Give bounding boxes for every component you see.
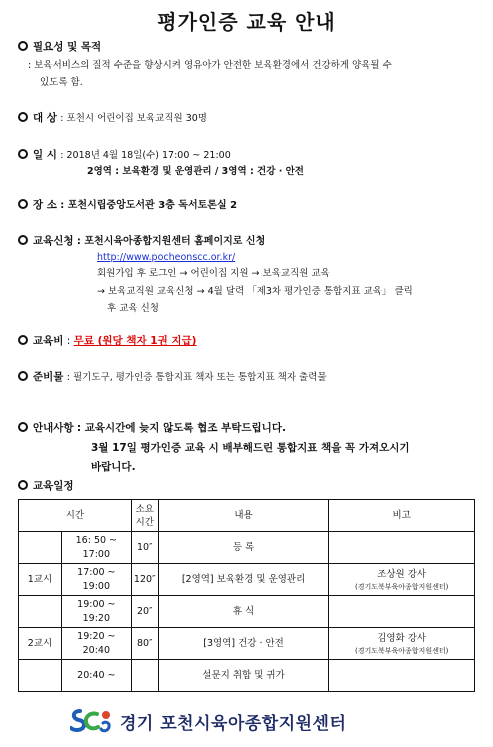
cell-note [329,532,475,564]
cell-note: 김영화 강사 (경기도북부육아종합지원센터) [329,628,475,660]
footer-org-name: 경기 포천시육아종합지원센터 [120,713,347,734]
circle-bullet-icon [18,41,28,51]
cell-period [19,660,62,692]
cell-time: 16: 50 ~ 17:00 [61,532,131,564]
cell-content: 등 록 [158,532,329,564]
cell-note [329,660,475,692]
cell-period [19,596,62,628]
fee-label: 교육비 [33,335,64,347]
section-place [18,198,237,213]
table-row [19,628,475,660]
table-header-row [19,500,475,532]
schedule-label: 교육일정 [33,480,74,492]
cell-content: [2영역] 보육환경 및 운영관리 [158,564,329,596]
target-label: 대 상 [33,112,57,124]
notice-line-1: : 교육시간에 늦지 않도록 협조 부탁드립니다. [76,422,286,434]
table-row [19,564,475,596]
notice-line-2: 3월 17일 평가인증 교육 시 배부해드린 통합지표 책을 꼭 가져오시기 [91,442,410,454]
apply-url-link[interactable]: http://www.pocheonscc.or.kr/ [97,252,236,263]
circle-bullet-icon [18,112,28,122]
header-time: 시간 [19,500,132,532]
table-row [19,660,475,692]
cell-duration: 80″ [131,628,158,660]
purpose-body: : 보육서비스의 질적 수준을 향상시켜 영유아가 안전한 보육환경에서 건강하게 양육될 수 [28,60,392,71]
cell-period: 2교시 [19,628,62,660]
apply-step-2: → 보육교직원 교육신청 → 4월 달력 「제3차 평가인증 통합지표 교육」 클릭 [97,286,413,297]
section-schedule [18,479,74,494]
date-value: : 2018년 4월 18일(수) 17:00 ~ 21:00 [60,150,231,161]
cell-time: 19:00 ~ 19:20 [61,596,131,628]
prep-label: 준비물 [33,371,64,383]
apply-step-3: 후 교육 신청 [107,303,159,314]
purpose-label: 필요성 및 목적 [33,41,102,53]
page-title: 평가인증 교육 안내 [157,10,336,34]
section-target [18,111,207,126]
cell-duration [131,660,158,692]
cell-note [329,596,475,628]
cell-time: 19:20 ~ 20:40 [61,628,131,660]
circle-bullet-icon [18,480,28,490]
fee-prefix: : [66,335,74,347]
schedule-table [18,499,475,692]
table-row [19,532,475,564]
circle-bullet-icon [18,199,28,209]
prep-value: : 필기도구, 평가인증 통합지표 책자 또는 통합지표 책자 출력물 [66,372,327,383]
fee-value: 무료 (원당 책자 1권 지급) [73,335,197,347]
section-prep [18,370,327,385]
apply-value: : 포천시육아종합지원센터 홈페이지로 신청 [76,236,266,247]
cell-time: 17:00 ~ 19:00 [61,564,131,596]
date-label: 일 시 [33,149,57,161]
section-notice [18,421,286,436]
circle-bullet-icon [18,371,28,381]
section-date [18,148,231,163]
cell-duration: 10″ [131,532,158,564]
purpose-body-2: 있도록 함. [40,77,83,88]
section-purpose [18,40,101,55]
section-fee [18,334,196,349]
cell-period: 1교시 [19,564,62,596]
circle-bullet-icon [18,149,28,159]
circle-bullet-icon [18,335,28,345]
header-content: 내용 [158,500,329,532]
cell-period [19,532,62,564]
scc-logo-icon [70,707,114,735]
apply-label: 교육신청 [33,235,74,247]
circle-bullet-icon [18,235,28,245]
cell-note: 조상원 강사 (경기도북부육아종합지원센터) [329,564,475,596]
header-duration: 소요 시간 [131,500,158,532]
table-row [19,596,475,628]
target-value: : 포천시 어린이집 보육교직원 30명 [60,113,207,124]
place-value: : 포천시립중앙도서관 3층 독서토론실 2 [60,200,238,211]
notice-label: 안내사항 [33,422,74,434]
cell-content: 설문지 취합 및 귀가 [158,660,329,692]
place-label: 장 소 [33,199,57,211]
cell-time: 20:40 ~ [61,660,131,692]
notice-line-3: 바랍니다. [91,461,136,473]
cell-duration: 120″ [131,564,158,596]
section-apply [18,234,265,249]
cell-duration: 20″ [131,596,158,628]
cell-content: 휴 식 [158,596,329,628]
apply-step-1: 회원가입 후 로그인 → 어린이집 지원 → 보육교직원 교육 [97,268,330,279]
header-note: 비고 [329,500,475,532]
date-detail: 2영역 : 보육환경 및 운영관리 / 3영역 : 건강 · 안전 [87,166,304,177]
circle-bullet-icon [18,422,28,432]
cell-content: [3영역] 건강 · 안전 [158,628,329,660]
footer-logo [70,706,346,736]
